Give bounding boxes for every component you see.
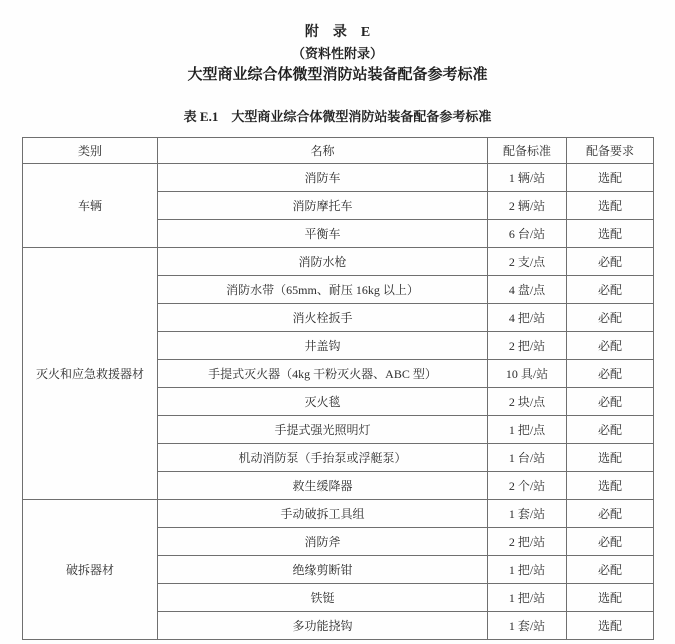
requirement-cell: 必配 bbox=[567, 276, 654, 304]
appendix-subtitle: （资料性附录） bbox=[291, 46, 383, 61]
standard-cell: 1 台/站 bbox=[488, 444, 567, 472]
appendix-heading: 大型商业综合体微型消防站装备配备参考标准 bbox=[187, 67, 488, 83]
standard-cell: 1 把/站 bbox=[488, 584, 567, 612]
standard-cell: 10 具/站 bbox=[488, 360, 567, 388]
standard-cell: 1 套/站 bbox=[488, 500, 567, 528]
name-cell: 多功能挠钩 bbox=[158, 612, 488, 640]
table-row bbox=[23, 248, 654, 276]
table-caption: 表 E.1 大型商业综合体微型消防站装备配备参考标准 bbox=[183, 109, 492, 124]
table-row bbox=[23, 164, 654, 192]
name-cell: 消防车 bbox=[158, 164, 488, 192]
standard-cell: 1 把/站 bbox=[488, 556, 567, 584]
requirement-cell: 选配 bbox=[567, 220, 654, 248]
standard-cell: 6 台/站 bbox=[488, 220, 567, 248]
standard-cell: 1 辆/站 bbox=[488, 164, 567, 192]
name-cell: 机动消防泵（手抬泵或浮艇泵） bbox=[158, 444, 488, 472]
requirement-cell: 必配 bbox=[567, 556, 654, 584]
standard-cell: 2 把/站 bbox=[488, 528, 567, 556]
requirement-cell: 选配 bbox=[567, 584, 654, 612]
requirement-cell: 必配 bbox=[567, 248, 654, 276]
appendix-title: 附 录 E bbox=[304, 25, 371, 40]
name-cell: 绝缘剪断钳 bbox=[158, 556, 488, 584]
standard-cell: 2 把/站 bbox=[488, 332, 567, 360]
table-body bbox=[23, 164, 654, 640]
name-cell: 消防斧 bbox=[158, 528, 488, 556]
requirement-cell: 选配 bbox=[567, 444, 654, 472]
requirement-cell: 选配 bbox=[567, 164, 654, 192]
category-cell: 灭火和应急救援器材 bbox=[23, 248, 158, 500]
requirement-cell: 必配 bbox=[567, 528, 654, 556]
name-cell: 手提式灭火器（4kg 干粉灭火器、ABC 型） bbox=[158, 360, 488, 388]
column-header: 名称 bbox=[158, 138, 488, 164]
standard-cell: 1 把/点 bbox=[488, 416, 567, 444]
requirement-cell: 选配 bbox=[567, 612, 654, 640]
requirement-cell: 必配 bbox=[567, 388, 654, 416]
standard-cell: 2 支/点 bbox=[488, 248, 567, 276]
standard-cell: 4 把/站 bbox=[488, 304, 567, 332]
table-row bbox=[23, 500, 654, 528]
name-cell: 灭火毯 bbox=[158, 388, 488, 416]
name-cell: 手提式强光照明灯 bbox=[158, 416, 488, 444]
name-cell: 井盖钩 bbox=[158, 332, 488, 360]
requirement-cell: 必配 bbox=[567, 360, 654, 388]
column-header: 配备要求 bbox=[567, 138, 654, 164]
name-cell: 铁铤 bbox=[158, 584, 488, 612]
name-cell: 消防水带（65mm、耐压 16kg 以上） bbox=[158, 276, 488, 304]
column-header: 类别 bbox=[23, 138, 158, 164]
requirement-cell: 必配 bbox=[567, 416, 654, 444]
name-cell: 平衡车 bbox=[158, 220, 488, 248]
name-cell: 手动破拆工具组 bbox=[158, 500, 488, 528]
name-cell: 消防水枪 bbox=[158, 248, 488, 276]
equipment-table bbox=[22, 137, 654, 640]
requirement-cell: 选配 bbox=[567, 472, 654, 500]
column-header: 配备标准 bbox=[488, 138, 567, 164]
name-cell: 消火栓扳手 bbox=[158, 304, 488, 332]
standard-cell: 2 个/站 bbox=[488, 472, 567, 500]
requirement-cell: 必配 bbox=[567, 500, 654, 528]
requirement-cell: 必配 bbox=[567, 332, 654, 360]
table-header-row bbox=[23, 138, 654, 164]
category-cell: 车辆 bbox=[23, 164, 158, 248]
requirement-cell: 选配 bbox=[567, 192, 654, 220]
standard-cell: 4 盘/点 bbox=[488, 276, 567, 304]
standard-cell: 2 辆/站 bbox=[488, 192, 567, 220]
requirement-cell: 必配 bbox=[567, 304, 654, 332]
name-cell: 消防摩托车 bbox=[158, 192, 488, 220]
standard-cell: 1 套/站 bbox=[488, 612, 567, 640]
standard-cell: 2 块/点 bbox=[488, 388, 567, 416]
category-cell: 破拆器材 bbox=[23, 500, 158, 640]
name-cell: 救生缓降器 bbox=[158, 472, 488, 500]
